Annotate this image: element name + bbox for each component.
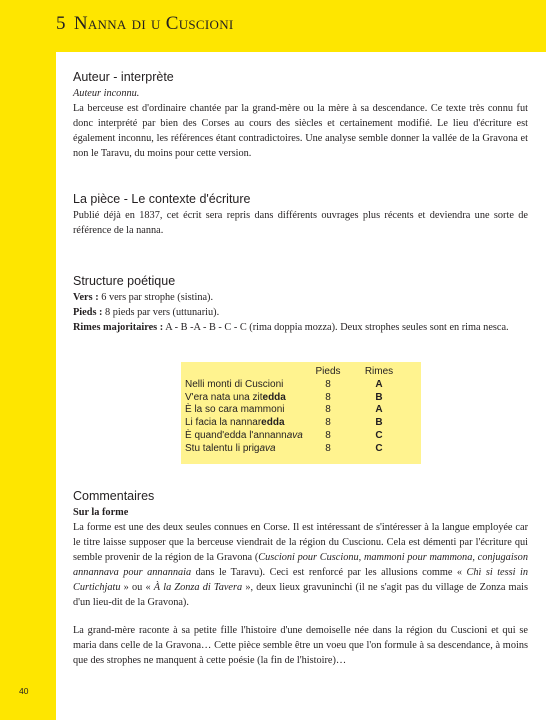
heading-auteur: Auteur - interprète	[73, 70, 174, 84]
table-row	[185, 417, 417, 430]
section-auteur	[73, 69, 528, 161]
table-header-blank	[185, 366, 315, 379]
verse-pieds: 8	[325, 442, 331, 454]
verse-table-grid	[185, 366, 417, 456]
verse-line: Li facia la nannaredda	[185, 417, 285, 429]
verse-rime: C	[375, 429, 383, 441]
structure-vers: Vers : 6 vers par strophe (sistina).	[73, 292, 214, 303]
table-header-pieds: Pieds	[315, 366, 341, 377]
verse-line: È quand'edda l'annannava	[185, 429, 303, 441]
verse-pieds: 8	[325, 404, 331, 416]
table-header-rimes: Rimes	[364, 366, 394, 377]
commentaires-paragraph-2: La grand-mère raconte à sa petite fille l'histoire d'une demoiselle née dans la région du Cuscioni et qui se maria dans celle de la Gravona… Cette pièce semble être un voeu que l'on formule à sa descendance, à moins que des strophes ne manquent à cette poésie (la fin de l'histoire)…	[73, 625, 528, 666]
verse-pieds: 8	[325, 378, 331, 390]
table-row	[185, 404, 417, 417]
section-piece	[73, 191, 528, 238]
verse-pieds: 8	[325, 429, 331, 441]
heading-piece: La pièce - Le contexte d'écriture	[73, 192, 251, 206]
verse-pieds: 8	[325, 417, 331, 429]
verse-line: Stu talentu li prigava	[185, 442, 276, 454]
page-number: 40	[19, 686, 29, 696]
verse-rime: B	[375, 417, 383, 429]
verse-rime: A	[375, 404, 383, 416]
heading-commentaires: Commentaires	[73, 489, 155, 503]
verse-rime: B	[375, 391, 383, 403]
auteur-subtitle: Auteur inconnu.	[73, 88, 140, 99]
piece-body: Publié déjà en 1837, cet écrit sera repris dans différents ouvrages plus récents et deviendra une sorte de référence de la nanna.	[73, 210, 528, 236]
table-row	[185, 379, 417, 392]
table-row	[185, 430, 417, 443]
table-header-row	[185, 366, 417, 379]
verse-table	[181, 362, 421, 464]
table-row	[185, 443, 417, 456]
section-commentaires	[73, 488, 528, 668]
chapter-title	[56, 13, 234, 35]
structure-rimes: Rimes majoritaires : A - B -A - B - C - C (rima doppia mozza). Deux strophes seules sont en rima nesca.	[73, 322, 509, 333]
section-structure	[73, 273, 528, 335]
table-rows	[185, 379, 417, 456]
chapter-number: 5	[56, 13, 66, 34]
table-row	[185, 392, 417, 405]
verse-line: È la so cara mammoni	[185, 404, 285, 416]
commentaires-paragraph-1: La forme est une des deux seules connues en Corse. Il est intéressant de s'intéresser à la langue employée car le titre laisse supposer que la berceuse viendrait de la région du Cuscionu. Cela est démenti par l'écriture qui semble provenir de la région de la Gravona (Cuscioni pour Cuscionu, mammoni pour mammona, conjugaison annannava pour annannaia dans le Taravu). Ceci est renforcé par les allusions comme « Chì si tessi in Curtichjatu » ou « À la Zonza di Tavera », deux lieux gravuninchi (il ne s'agit pas du village de Zonza mais d'un lieu-dit de la Gravona).	[73, 522, 529, 608]
verse-pieds: 8	[325, 391, 331, 403]
page-header	[0, 0, 546, 52]
commentaires-subheading: Sur la forme	[73, 507, 129, 518]
chapter-name: Nanna di u Cuscioni	[73, 13, 234, 34]
verse-line: Nelli monti di Cuscioni	[185, 378, 284, 390]
heading-structure: Structure poétique	[73, 274, 176, 288]
verse-line: V'era nata una zitedda	[185, 391, 286, 403]
structure-pieds: Pieds : 8 pieds par vers (uttunariu).	[73, 307, 220, 318]
content-panel	[56, 52, 546, 720]
verse-rime: C	[375, 442, 383, 454]
auteur-body: La berceuse est d'ordinaire chantée par la grand-mère ou la mère à sa descendance. Ce texte très connu fut donc interprété par bien des Corses au cours des siècles et certainement modifié. Le lieu d'écriture est également inconnu, les références étant contradictoires. Une analyse semble donner la vallée de la Gravona et non le Taravu, du moins pour cette version.	[73, 103, 528, 159]
verse-rime: A	[375, 378, 383, 390]
